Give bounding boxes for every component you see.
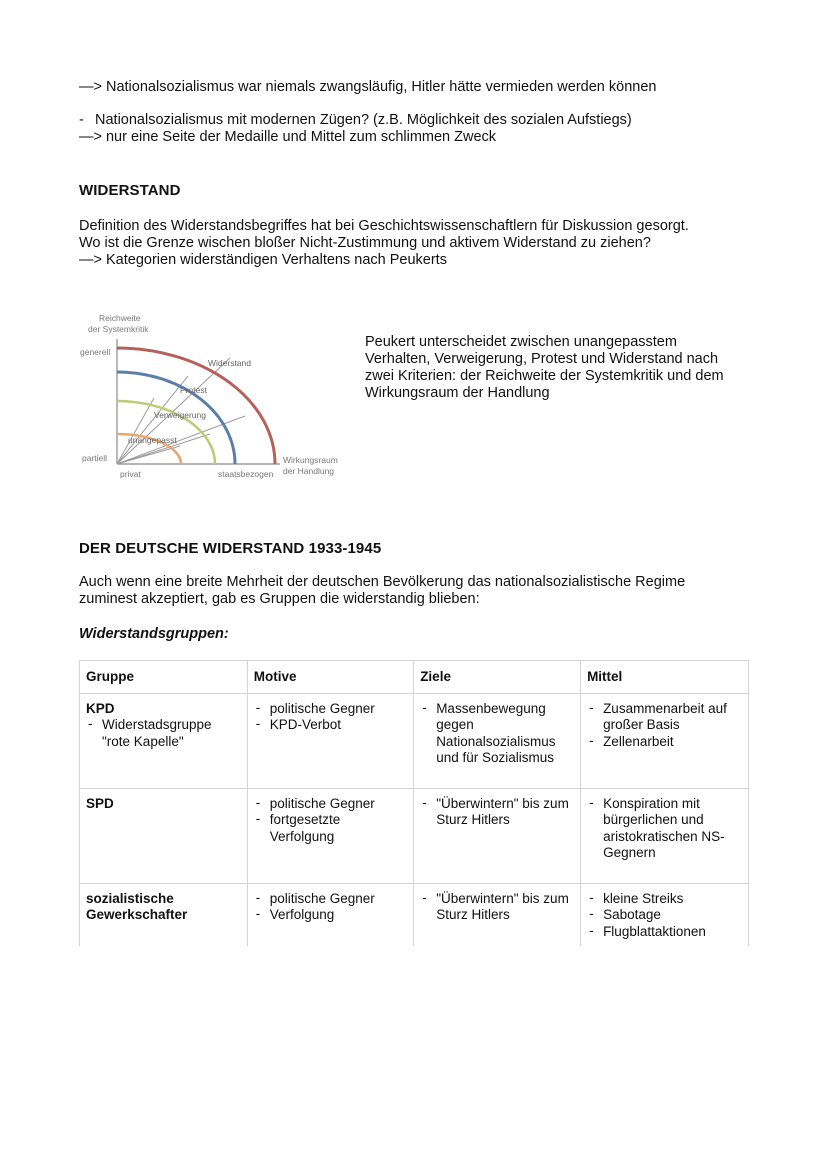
section-heading-deutscher-widerstand: DER DEUTSCHE WIDERSTAND 1933-1945 — [79, 540, 382, 557]
x-axis-title-line-2: der Handlung — [283, 466, 335, 476]
list-item: - politische Gegner — [254, 701, 407, 718]
diagram-description — [365, 334, 765, 402]
list-item: - Zellenarbeit — [587, 734, 742, 751]
y-axis-low-label: partiell — [82, 453, 108, 463]
list-item: - KPD-Verbot — [254, 717, 407, 734]
list-item: - "Überwintern" bis zum Sturz Hitlers — [420, 891, 574, 924]
x-axis-low-label: privat — [120, 469, 141, 479]
intro-line-3: —> nur eine Seite der Medaille und Mittel zum schlimmen Zweck — [79, 129, 497, 145]
table-row — [80, 693, 749, 788]
intro-line-2 — [79, 112, 632, 129]
cell-mittel — [581, 883, 749, 946]
list-item: - Zusammenarbeit auf großer Basis — [587, 701, 742, 734]
cell-motive — [247, 788, 413, 883]
group-name-line-1: sozialistische — [86, 890, 174, 906]
peukert-diagram — [80, 306, 350, 486]
list-item: - "Überwintern" bis zum Sturz Hitlers — [420, 796, 574, 829]
table-header-row — [80, 661, 749, 694]
table-row — [80, 788, 749, 883]
list-item: - Flugblattaktionen — [587, 924, 742, 941]
x-axis-title-line-1: Wirkungsraum — [283, 455, 338, 465]
cell-mittel — [581, 693, 749, 788]
list-item: - politische Gegner — [254, 891, 407, 908]
header-motive: Motive — [247, 661, 413, 694]
cell-gruppe — [80, 883, 248, 946]
deutscher-widerstand-line-1: Auch wenn eine breite Mehrheit der deutschen Bevölkerung das nationalsozialistische Regime — [79, 574, 686, 590]
diagram-description-line-3: zwei Kriterien: der Reichweite der Systemkritik und dem — [365, 368, 724, 384]
cell-motive — [247, 693, 413, 788]
diagram-description-line-4: Wirkungsraum der Handlung — [365, 385, 550, 401]
intro-line-2-text: Nationalsozialismus mit modernen Zügen? (z.B. Möglichkeit des sozialen Aufstiegs) — [95, 112, 632, 128]
cell-ziele — [414, 693, 581, 788]
header-mittel: Mittel — [581, 661, 749, 694]
list-item: - Sabotage — [587, 907, 742, 924]
label-unangepasst: unangepasst — [128, 435, 177, 445]
subheading-widerstandsgruppen: Widerstandsgruppen: — [79, 626, 229, 642]
widerstand-paragraph-line-2: Wo ist die Grenze wischen bloßer Nicht-Zustimmung und aktivem Widerstand zu ziehen? — [79, 235, 651, 251]
cell-ziele — [414, 788, 581, 883]
diagram-description-line-2: Verhalten, Verweigerung, Protest und Widerstand nach — [365, 351, 719, 367]
list-item: - Massenbewegung gegen Nationalsozialismus und für Sozialismus — [420, 701, 561, 767]
cell-mittel — [581, 788, 749, 883]
y-axis-title-line-1: Reichweite — [99, 313, 141, 323]
intro-line-1: —> Nationalsozialismus war niemals zwangsläufig, Hitler hätte vermieden werden können — [79, 79, 657, 95]
list-item: - Verfolgung — [254, 907, 407, 924]
header-ziele: Ziele — [414, 661, 581, 694]
label-protest: Protest — [180, 385, 207, 395]
list-item: - fortgesetzte Verfolgung — [254, 812, 350, 845]
deutscher-widerstand-line-2: zuminest akzeptiert, gab es Gruppen die widerstandig blieben: — [79, 591, 480, 607]
widerstandsgruppen-table — [79, 660, 749, 946]
diagram-description-line-1: Peukert unterscheidet zwischen unangepasstem — [365, 334, 677, 350]
cell-ziele — [414, 883, 581, 946]
group-name-line-2: Gewerkschafter — [86, 907, 188, 922]
group-subitem: - Widerstadsgruppe "rote Kapelle" — [86, 717, 241, 750]
list-item: - politische Gegner — [254, 796, 407, 813]
group-subitems — [86, 717, 241, 750]
group-name: SPD — [86, 795, 114, 811]
cell-gruppe — [80, 788, 248, 883]
cell-gruppe — [80, 693, 248, 788]
table-row — [80, 883, 749, 946]
y-axis-high-label: generell — [80, 347, 111, 357]
group-name: KPD — [86, 700, 115, 716]
x-axis-high-label: staatsbezogen — [218, 469, 274, 479]
list-item: - Konspiration mit bürgerlichen und aristokratischen NS-Gegnern — [587, 796, 733, 862]
list-item: - kleine Streiks — [587, 891, 742, 908]
arc-widerstand — [117, 348, 275, 464]
section-heading-widerstand: WIDERSTAND — [79, 182, 181, 199]
y-axis-title-line-2: der Systemkritik — [88, 324, 149, 334]
label-widerstand: Widerstand — [208, 358, 251, 368]
widerstand-paragraph-line-3: —> Kategorien widerständigen Verhaltens nach Peukerts — [79, 252, 447, 268]
label-verweigerung: Verweigerung — [154, 410, 206, 420]
widerstand-paragraph-line-1: Definition des Widerstandsbegriffes hat bei Geschichtswissenschaftlern für Diskussion gesorgt. — [79, 218, 689, 234]
cell-motive — [247, 883, 413, 946]
dash-bullet: - — [79, 112, 84, 128]
header-gruppe: Gruppe — [80, 661, 248, 694]
